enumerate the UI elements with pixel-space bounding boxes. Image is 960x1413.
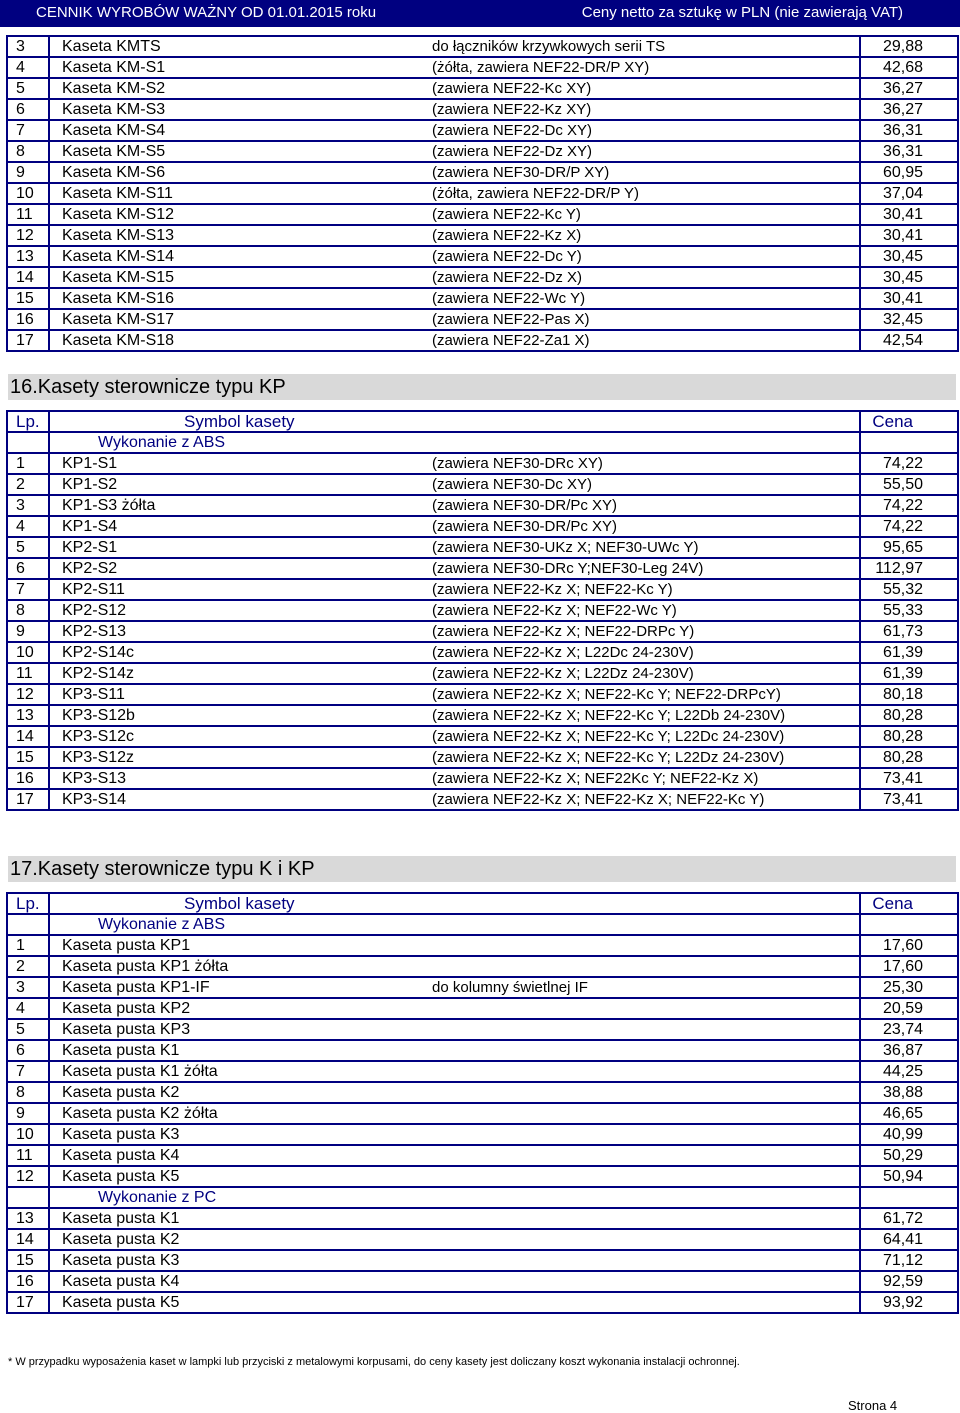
row-symbol: Kaseta KM-S5 [49, 141, 424, 162]
row-symbol: Kaseta KM-S6 [49, 162, 424, 183]
row-lp: 15 [7, 288, 49, 309]
row-price: 30,41 [860, 204, 958, 225]
table-row [7, 516, 958, 537]
table-row [7, 1145, 958, 1166]
row-description [424, 998, 860, 1019]
table-row [7, 537, 958, 558]
table-row [7, 1103, 958, 1124]
row-price: 37,04 [860, 183, 958, 204]
footnote: * W przypadku wyposażenia kaset w lampki lub przyciski z metalowymi korpusami, do ceny kasety jest doliczany koszt wykonania instalacji ochronnej. [8, 1356, 740, 1368]
table-row [7, 642, 958, 663]
row-description [424, 935, 860, 956]
row-price: 36,87 [860, 1040, 958, 1061]
row-lp: 7 [7, 120, 49, 141]
table-row [7, 768, 958, 789]
table-row [7, 1082, 958, 1103]
row-price: 30,41 [860, 288, 958, 309]
table-row [7, 120, 958, 141]
table-row [7, 309, 958, 330]
row-lp: 9 [7, 621, 49, 642]
row-symbol: KP3-S12c [49, 726, 424, 747]
row-symbol: Kaseta pusta KP1 żółta [49, 956, 424, 977]
table-row [7, 1061, 958, 1082]
row-description [424, 1208, 860, 1229]
row-symbol: KP3-S11 [49, 684, 424, 705]
row-symbol: KP2-S1 [49, 537, 424, 558]
row-symbol: KP1-S3 żółta [49, 495, 424, 516]
table-row [7, 495, 958, 516]
table-row [7, 684, 958, 705]
table-row [7, 1208, 958, 1229]
variant-label: Wykonanie z ABS [49, 432, 424, 453]
row-description [424, 956, 860, 977]
row-description [424, 1103, 860, 1124]
col-symbol-header: Symbol kasety [49, 893, 424, 914]
row-symbol: KP2-S11 [49, 579, 424, 600]
row-symbol: Kaseta pusta K3 [49, 1250, 424, 1271]
row-symbol: KP2-S14z [49, 663, 424, 684]
row-symbol: Kaseta KM-S17 [49, 309, 424, 330]
row-symbol: Kaseta pusta K2 [49, 1082, 424, 1103]
variant-label: Wykonanie z ABS [49, 914, 424, 935]
row-lp: 12 [7, 1166, 49, 1187]
row-description: (zawiera NEF22-Kz X; NEF22-Kc Y; L22Db 24-230V) [424, 705, 860, 726]
row-description [424, 1040, 860, 1061]
row-price: 30,45 [860, 267, 958, 288]
row-price: 80,28 [860, 747, 958, 768]
row-symbol: Kaseta KM-S3 [49, 99, 424, 120]
row-lp: 10 [7, 1124, 49, 1145]
table-row [7, 956, 958, 977]
col-desc-header [424, 893, 860, 914]
row-lp: 17 [7, 1292, 49, 1313]
row-description: (zawiera NEF22-Kz X; NEF22-Wc Y) [424, 600, 860, 621]
table-row [7, 1019, 958, 1040]
row-symbol: Kaseta pusta K3 [49, 1124, 424, 1145]
col-lp-header: Lp. [7, 411, 49, 432]
row-description: (zawiera NEF22-Kc XY) [424, 78, 860, 99]
row-price: 61,72 [860, 1208, 958, 1229]
col-lp-header: Lp. [7, 893, 49, 914]
row-symbol: Kaseta KM-S4 [49, 120, 424, 141]
table-row [7, 78, 958, 99]
table-row [7, 1166, 958, 1187]
row-price: 74,22 [860, 516, 958, 537]
row-symbol: Kaseta pusta KP1 [49, 935, 424, 956]
row-description: (zawiera NEF22-Kz X; NEF22-DRPc Y) [424, 621, 860, 642]
row-price: 73,41 [860, 789, 958, 810]
row-lp: 13 [7, 246, 49, 267]
row-price: 50,29 [860, 1145, 958, 1166]
row-symbol: KP3-S12b [49, 705, 424, 726]
row-lp: 13 [7, 705, 49, 726]
row-description: (zawiera NEF30-DR/Pc XY) [424, 495, 860, 516]
row-price: 36,27 [860, 99, 958, 120]
table-row [7, 621, 958, 642]
row-description: (zawiera NEF30-DR/Pc XY) [424, 516, 860, 537]
row-lp: 10 [7, 183, 49, 204]
row-price: 55,33 [860, 600, 958, 621]
row-description: (zawiera NEF22-Dz XY) [424, 141, 860, 162]
row-lp: 6 [7, 558, 49, 579]
row-lp: 2 [7, 474, 49, 495]
row-description: (zawiera NEF30-Dc XY) [424, 474, 860, 495]
table-row [7, 246, 958, 267]
row-price: 80,18 [860, 684, 958, 705]
row-symbol: Kaseta KM-S11 [49, 183, 424, 204]
row-symbol: KP3-S14 [49, 789, 424, 810]
row-price: 61,39 [860, 663, 958, 684]
row-price: 55,32 [860, 579, 958, 600]
row-lp: 2 [7, 956, 49, 977]
row-symbol: Kaseta pusta KP3 [49, 1019, 424, 1040]
row-lp: 14 [7, 726, 49, 747]
row-price: 112,97 [860, 558, 958, 579]
row-price: 30,41 [860, 225, 958, 246]
table-row [7, 998, 958, 1019]
row-symbol: KP2-S12 [49, 600, 424, 621]
row-symbol: Kaseta KMTS [49, 36, 424, 57]
row-symbol: KP1-S2 [49, 474, 424, 495]
row-price: 61,73 [860, 621, 958, 642]
row-lp: 15 [7, 747, 49, 768]
table-row [7, 162, 958, 183]
row-symbol: Kaseta KM-S15 [49, 267, 424, 288]
row-lp: 8 [7, 600, 49, 621]
row-lp: 9 [7, 1103, 49, 1124]
row-lp: 10 [7, 642, 49, 663]
row-description: (zawiera NEF30-DRc XY) [424, 453, 860, 474]
row-price: 36,27 [860, 78, 958, 99]
row-lp: 14 [7, 267, 49, 288]
row-description: (zawiera NEF22-Dz X) [424, 267, 860, 288]
row-price: 46,65 [860, 1103, 958, 1124]
row-price: 73,41 [860, 768, 958, 789]
row-price: 40,99 [860, 1124, 958, 1145]
section-16-title: 16.Kasety sterownicze typu KP [8, 374, 956, 400]
row-symbol: KP2-S2 [49, 558, 424, 579]
row-price: 29,88 [860, 36, 958, 57]
table-row [7, 204, 958, 225]
variant-row [7, 432, 958, 453]
row-description: do łączników krzywkowych serii TS [424, 36, 860, 57]
row-symbol: Kaseta pusta K1 [49, 1040, 424, 1061]
table-row [7, 977, 958, 998]
table-row [7, 935, 958, 956]
table-row [7, 1040, 958, 1061]
row-lp: 12 [7, 684, 49, 705]
row-price: 44,25 [860, 1061, 958, 1082]
row-price: 74,22 [860, 495, 958, 516]
row-description: (zawiera NEF22-Pas X) [424, 309, 860, 330]
row-symbol: Kaseta pusta KP1-IF [49, 977, 424, 998]
col-desc-header [424, 411, 860, 432]
row-description [424, 1061, 860, 1082]
kp-cassettes-table [6, 410, 959, 811]
row-description [424, 1166, 860, 1187]
row-symbol: Kaseta KM-S16 [49, 288, 424, 309]
row-price: 42,54 [860, 330, 958, 351]
row-symbol: KP1-S1 [49, 453, 424, 474]
row-description [424, 1145, 860, 1166]
row-lp: 16 [7, 768, 49, 789]
row-description: (zawiera NEF22-Kz X; NEF22Kc Y; NEF22-Kz X) [424, 768, 860, 789]
table-row [7, 1250, 958, 1271]
row-price: 32,45 [860, 309, 958, 330]
table-row [7, 267, 958, 288]
row-lp: 1 [7, 935, 49, 956]
row-description [424, 1082, 860, 1103]
row-lp: 8 [7, 141, 49, 162]
row-lp: 3 [7, 36, 49, 57]
row-lp: 4 [7, 998, 49, 1019]
row-description: (zawiera NEF22-Dc XY) [424, 120, 860, 141]
row-price: 25,30 [860, 977, 958, 998]
row-symbol: Kaseta pusta K1 [49, 1208, 424, 1229]
variant-row [7, 914, 958, 935]
row-lp: 11 [7, 204, 49, 225]
row-symbol: Kaseta pusta K4 [49, 1145, 424, 1166]
row-lp: 5 [7, 1019, 49, 1040]
row-description: (żółta, zawiera NEF22-DR/P XY) [424, 57, 860, 78]
row-price: 92,59 [860, 1271, 958, 1292]
row-symbol: KP2-S13 [49, 621, 424, 642]
row-description: (zawiera NEF22-Kz X; L22Dc 24-230V) [424, 642, 860, 663]
page-number: Strona 4 [848, 1398, 898, 1413]
table-row [7, 663, 958, 684]
row-description: (zawiera NEF30-UKz X; NEF30-UWc Y) [424, 537, 860, 558]
table-row [7, 705, 958, 726]
table-row [7, 1292, 958, 1313]
row-description: do kolumny świetlnej IF [424, 977, 860, 998]
row-price: 80,28 [860, 705, 958, 726]
row-price: 95,65 [860, 537, 958, 558]
table-row [7, 99, 958, 120]
row-symbol: KP2-S14c [49, 642, 424, 663]
row-symbol: Kaseta KM-S14 [49, 246, 424, 267]
row-lp: 12 [7, 225, 49, 246]
row-description: (zawiera NEF22-Kz X; NEF22-Kz X; NEF22-Kc Y) [424, 789, 860, 810]
table-row [7, 579, 958, 600]
section-17-title: 17.Kasety sterownicze typu K i KP [8, 856, 956, 882]
row-description [424, 1229, 860, 1250]
table-row [7, 747, 958, 768]
table-header-row [7, 411, 958, 432]
row-description: (zawiera NEF22-Dc Y) [424, 246, 860, 267]
variant-label: Wykonanie z PC [49, 1187, 424, 1208]
row-description [424, 1292, 860, 1313]
row-description: (zawiera NEF22-Kz X; NEF22-Kc Y; L22Dc 24-230V) [424, 726, 860, 747]
row-description [424, 1124, 860, 1145]
row-lp: 9 [7, 162, 49, 183]
row-lp: 17 [7, 330, 49, 351]
row-symbol: Kaseta pusta K2 [49, 1229, 424, 1250]
price-list-validity: CENNIK WYROBÓW WAŻNY OD 01.01.2015 roku [36, 4, 377, 21]
row-symbol: Kaseta KM-S1 [49, 57, 424, 78]
row-description: (zawiera NEF30-DR/P XY) [424, 162, 860, 183]
row-lp: 7 [7, 1061, 49, 1082]
row-lp: 16 [7, 309, 49, 330]
row-price: 17,60 [860, 935, 958, 956]
col-price-header: Cena [860, 893, 958, 914]
row-description: (zawiera NEF22-Kz X; NEF22-Kc Y; L22Dz 24-230V) [424, 747, 860, 768]
row-symbol: Kaseta KM-S13 [49, 225, 424, 246]
table-row [7, 36, 958, 57]
row-description: (zawiera NEF22-Za1 X) [424, 330, 860, 351]
row-price: 38,88 [860, 1082, 958, 1103]
row-symbol: Kaseta pusta K1 żółta [49, 1061, 424, 1082]
row-lp: 3 [7, 977, 49, 998]
row-symbol: Kaseta KM-S12 [49, 204, 424, 225]
table-row [7, 600, 958, 621]
row-description: (zawiera NEF22-Kc Y) [424, 204, 860, 225]
row-lp: 5 [7, 78, 49, 99]
row-price: 71,12 [860, 1250, 958, 1271]
row-symbol: Kaseta KM-S18 [49, 330, 424, 351]
row-price: 74,22 [860, 453, 958, 474]
row-price: 36,31 [860, 120, 958, 141]
row-lp: 4 [7, 57, 49, 78]
row-description: (zawiera NEF22-Kz XY) [424, 99, 860, 120]
table-row [7, 558, 958, 579]
table-row [7, 1124, 958, 1145]
row-symbol: Kaseta pusta K5 [49, 1166, 424, 1187]
row-price: 23,74 [860, 1019, 958, 1040]
table-header-row [7, 893, 958, 914]
row-price: 60,95 [860, 162, 958, 183]
row-lp: 16 [7, 1271, 49, 1292]
row-symbol: KP3-S13 [49, 768, 424, 789]
table-row [7, 789, 958, 810]
row-price: 20,59 [860, 998, 958, 1019]
table-row [7, 453, 958, 474]
price-note: Ceny netto za sztukę w PLN (nie zawierają VAT) [581, 4, 903, 21]
row-symbol: Kaseta pusta K2 żółta [49, 1103, 424, 1124]
row-lp: 4 [7, 516, 49, 537]
row-symbol: KP1-S4 [49, 516, 424, 537]
row-price: 36,31 [860, 141, 958, 162]
km-cassettes-table [6, 35, 959, 352]
col-symbol-header: Symbol kasety [49, 411, 424, 432]
row-description: (zawiera NEF22-Wc Y) [424, 288, 860, 309]
row-lp: 15 [7, 1250, 49, 1271]
row-lp: 6 [7, 99, 49, 120]
table-row [7, 141, 958, 162]
row-lp: 6 [7, 1040, 49, 1061]
row-symbol: Kaseta pusta K4 [49, 1271, 424, 1292]
table-row [7, 225, 958, 246]
table-row [7, 288, 958, 309]
row-description: (zawiera NEF22-Kz X) [424, 225, 860, 246]
row-description: (żółta, zawiera NEF22-DR/P Y) [424, 183, 860, 204]
row-price: 64,41 [860, 1229, 958, 1250]
row-lp: 11 [7, 1145, 49, 1166]
table-row [7, 1271, 958, 1292]
row-price: 80,28 [860, 726, 958, 747]
table-row [7, 1229, 958, 1250]
row-price: 30,45 [860, 246, 958, 267]
row-lp: 11 [7, 663, 49, 684]
row-price: 42,68 [860, 57, 958, 78]
table-row [7, 474, 958, 495]
row-lp: 5 [7, 537, 49, 558]
row-price: 55,50 [860, 474, 958, 495]
row-lp: 1 [7, 453, 49, 474]
row-lp: 3 [7, 495, 49, 516]
row-price: 61,39 [860, 642, 958, 663]
row-description [424, 1250, 860, 1271]
row-symbol: Kaseta KM-S2 [49, 78, 424, 99]
variant-row [7, 1187, 958, 1208]
row-lp: 17 [7, 789, 49, 810]
row-price: 93,92 [860, 1292, 958, 1313]
row-price: 17,60 [860, 956, 958, 977]
row-symbol: KP3-S12z [49, 747, 424, 768]
table-row [7, 183, 958, 204]
k-kp-cassettes-table [6, 892, 959, 1314]
table-row [7, 57, 958, 78]
row-lp: 13 [7, 1208, 49, 1229]
row-description [424, 1271, 860, 1292]
row-lp: 7 [7, 579, 49, 600]
page-header [0, 0, 960, 27]
row-lp: 8 [7, 1082, 49, 1103]
row-symbol: Kaseta pusta KP2 [49, 998, 424, 1019]
row-description: (zawiera NEF22-Kz X; L22Dz 24-230V) [424, 663, 860, 684]
row-description: (zawiera NEF30-DRc Y;NEF30-Leg 24V) [424, 558, 860, 579]
row-description [424, 1019, 860, 1040]
row-price: 50,94 [860, 1166, 958, 1187]
row-description: (zawiera NEF22-Kz X; NEF22-Kc Y; NEF22-DRPcY) [424, 684, 860, 705]
row-symbol: Kaseta pusta K5 [49, 1292, 424, 1313]
col-price-header: Cena [860, 411, 958, 432]
row-description: (zawiera NEF22-Kz X; NEF22-Kc Y) [424, 579, 860, 600]
table-row [7, 330, 958, 351]
table-row [7, 726, 958, 747]
row-lp: 14 [7, 1229, 49, 1250]
